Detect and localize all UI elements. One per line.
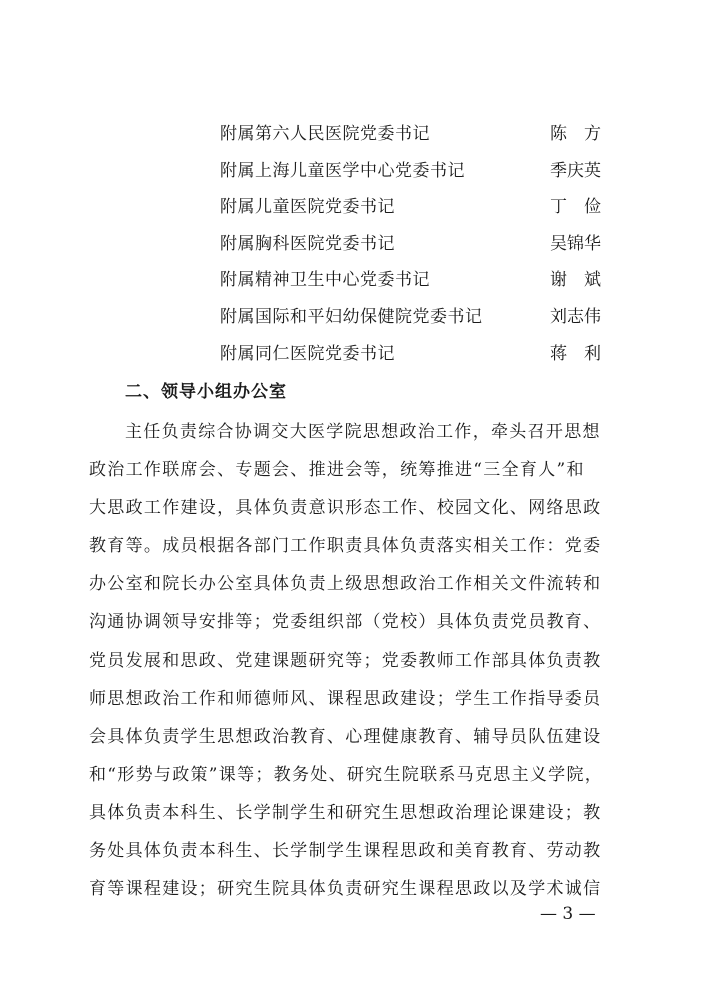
roster-name: 陈 方 bbox=[550, 124, 601, 144]
paragraph-line: 会具体负责学生思想政治教育、心理健康教育、辅导员队伍建设 bbox=[89, 726, 602, 747]
paragraph-line: 主任负责综合协调交大医学院思想政治工作，牵头召开思想 bbox=[125, 422, 601, 442]
roster-name: 刘志伟 bbox=[550, 306, 601, 327]
page-number: — 3 — bbox=[540, 904, 596, 924]
paragraph-line: 大思政工作建设，具体负责意识形态工作、校园文化、网络思政 bbox=[89, 498, 602, 519]
paragraph-line: 务处具体负责本科生、长学制学生课程思政和美育教育、劳动教 bbox=[89, 841, 602, 862]
paragraph-line: 育等课程建设；研究生院具体负责研究生课程思政以及学术诚信 bbox=[89, 879, 602, 900]
paragraph-line: 党员发展和思政、党建课题研究等；党委教师工作部具体负责教 bbox=[89, 650, 602, 671]
roster-row bbox=[0, 299, 708, 336]
paragraph-line: 和“形势与政策”课等；教务处、研究生院联系马克思主义学院， bbox=[89, 764, 604, 785]
roster-name: 蒋 利 bbox=[550, 343, 601, 364]
leader-roster bbox=[0, 116, 708, 372]
roster-role: 附属国际和平妇幼保健院党委书记 bbox=[220, 306, 483, 327]
roster-role: 附属上海儿童医学中心党委书记 bbox=[220, 160, 465, 181]
body-paragraph bbox=[89, 413, 633, 908]
paragraph-line: 教育等。成员根据各部门工作职责具体负责落实相关工作：党委 bbox=[89, 536, 602, 557]
roster-role: 附属第六人民医院党委书记 bbox=[220, 124, 430, 144]
roster-row bbox=[0, 262, 708, 299]
roster-row bbox=[0, 116, 708, 153]
roster-name: 吴锦华 bbox=[550, 233, 601, 254]
paragraph-line: 沟通协调领导安排等；党委组织部（党校）具体负责党员教育、 bbox=[89, 612, 602, 633]
paragraph-line: 具体负责本科生、长学制学生和研究生思想政治理论课建设；教 bbox=[89, 802, 602, 823]
roster-row bbox=[0, 336, 708, 373]
roster-row bbox=[0, 189, 708, 226]
paragraph-line: 师思想政治工作和师德师风、课程思政建设；学生工作指导委员 bbox=[89, 688, 602, 709]
roster-role: 附属同仁医院党委书记 bbox=[220, 343, 395, 364]
roster-role: 附属胸科医院党委书记 bbox=[220, 233, 395, 254]
roster-name: 丁 俭 bbox=[550, 197, 601, 218]
roster-row bbox=[0, 153, 708, 190]
paragraph-line: 办公室和院长办公室具体负责上级思想政治工作相关文件流转和 bbox=[89, 574, 602, 595]
roster-name: 谢 斌 bbox=[550, 270, 601, 291]
section-heading: 二、领导小组办公室 bbox=[125, 382, 287, 402]
paragraph-line: 政治工作联席会、专题会、推进会等，统筹推进“三全育人”和 bbox=[89, 460, 585, 481]
roster-role: 附属精神卫生中心党委书记 bbox=[220, 270, 430, 291]
roster-row bbox=[0, 226, 708, 263]
roster-role: 附属儿童医院党委书记 bbox=[220, 197, 395, 218]
roster-name: 季庆英 bbox=[550, 160, 601, 181]
